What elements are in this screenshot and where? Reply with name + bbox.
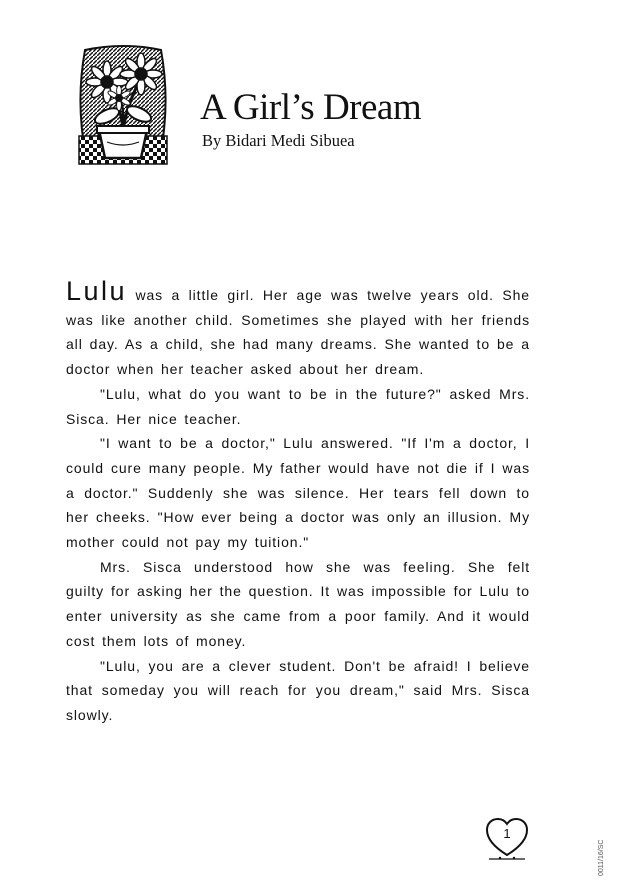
story-title: A Girl’s Dream: [200, 87, 422, 128]
story-paragraph-text: was a little girl. Her age was twelve years old. She was like another child. Sometimes she played with her friends all day. As a child, she had many dreams. She wanted to be a doctor when her teacher asked about her dream.: [66, 287, 530, 378]
page-number: 1: [503, 826, 511, 841]
story-paragraph: [66, 276, 530, 382]
flower-pot-illustration-icon: [77, 44, 169, 166]
story-byline: By Bidari Medi Sibuea: [202, 131, 355, 150]
story-dropcap: Lulu: [66, 276, 128, 306]
story-body: [66, 276, 530, 728]
story-paragraph: "Lulu, what do you want to be in the future?" asked Mrs. Sisca. Her nice teacher.: [66, 385, 530, 427]
story-paragraph: "Lulu, you are a clever student. Don't be afraid! I believe that someday you will reach for you dream," said Mrs. Sisca slowly.: [66, 657, 530, 723]
page-number-badge: [484, 814, 530, 862]
story-paragraph: Mrs. Sisca understood how she was feeling. She felt guilty for asking her the question. It was impossible for Lulu to enter university as she came from a poor family. And it would cost them lots of money.: [66, 558, 530, 649]
story-paragraph: "I want to be a doctor," Lulu answered. "If I'm a doctor, I could cure many people. My father would have not die if I was a doctor." Suddenly she was silence. Her tears fell down to her cheeks. "How ever being a doctor was only an illusion. My mother could not pay my tuition.": [66, 435, 530, 551]
document-code: 0011/16/SC: [598, 839, 605, 876]
